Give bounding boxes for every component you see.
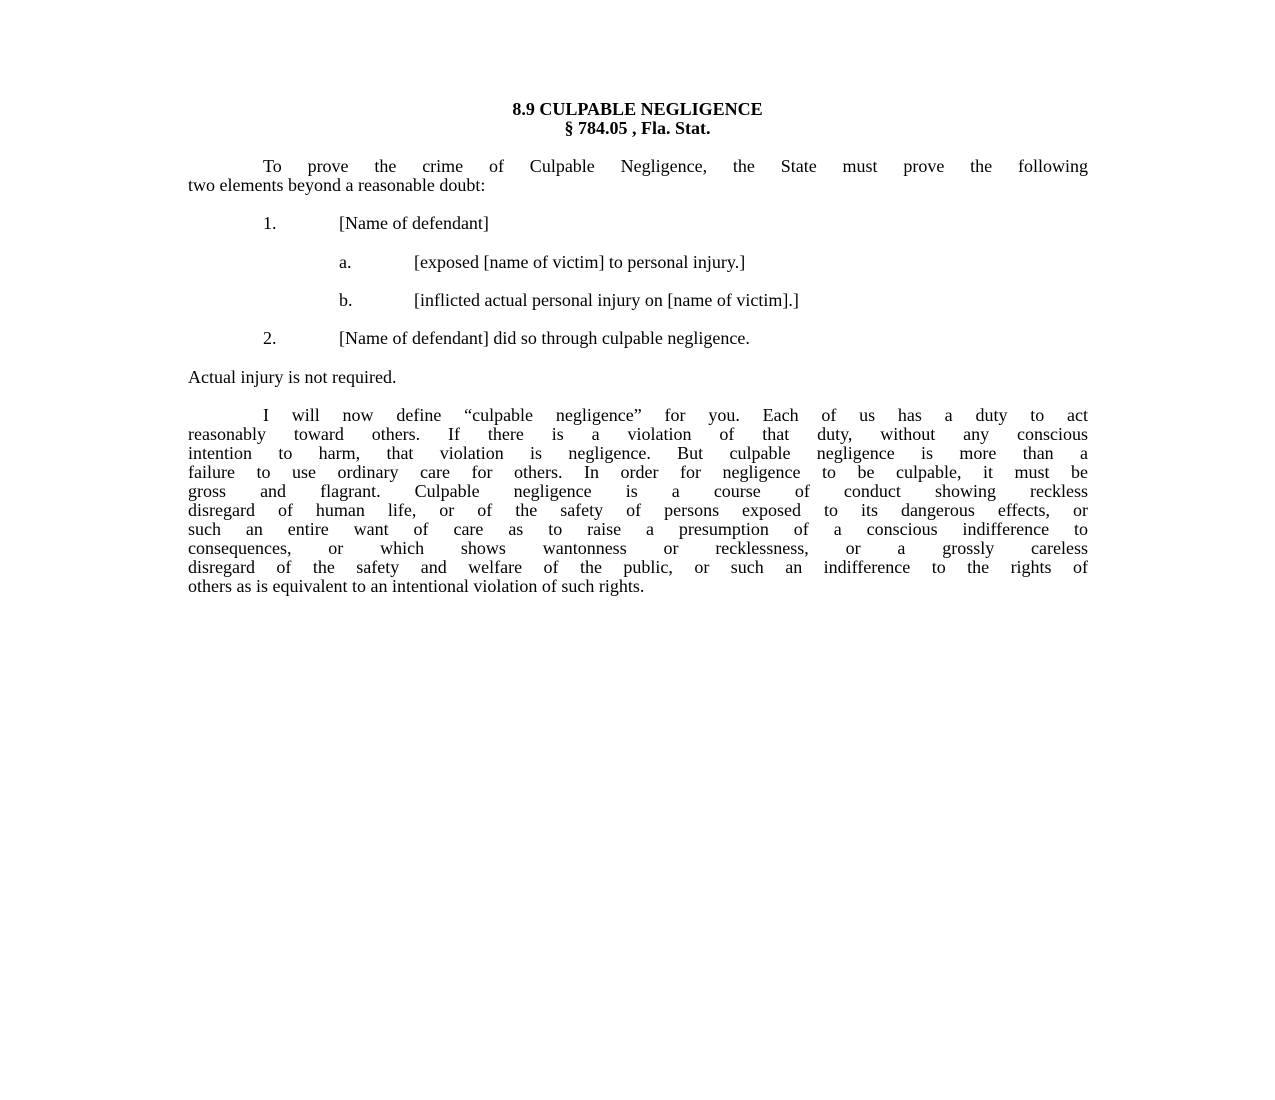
element-text: [inflicted actual personal injury on [name of victim].] [414,290,799,310]
definition-line: such an entire want of care as to raise a presumption of a conscious indifference to [188,519,1088,539]
definition-line: I will now define “culpable negligence” for you. Each of us has a duty to act [263,405,1088,425]
definition-line: failure to use ordinary care for others. In order for negligence to be culpable, it must be [188,462,1088,482]
definition-line: intention to harm, that violation is negligence. But culpable negligence is more than a [188,443,1088,463]
definition-line: gross and flagrant. Culpable negligence is a course of conduct showing reckless [188,481,1088,501]
definition-paragraph [188,406,1088,596]
element-text: [Name of defendant] [339,213,489,233]
statute-citation: § 784.05 , Fla. Stat. [564,118,711,138]
intro-paragraph [188,157,1088,195]
element-number: 2. [263,328,277,348]
intro-line: two elements beyond a reasonable doubt: [188,175,486,195]
intro-line: To prove the crime of Culpable Negligence, the State must prove the following [263,156,1088,176]
definition-line: consequences, or which shows wantonness or recklessness, or a grossly careless [188,538,1088,558]
note-text: Actual injury is not required. [188,367,397,387]
definition-line: disregard of the safety and welfare of the public, or such an indifference to the rights of [188,557,1088,577]
definition-line: reasonably toward others. If there is a violation of that duty, without any conscious [188,424,1088,444]
element-text: [Name of defendant] did so through culpable negligence. [339,328,750,348]
definition-line: others as is equivalent to an intentional violation of such rights. [188,576,645,596]
element-number: b. [339,290,353,310]
element-text: [exposed [name of victim] to personal injury.] [414,252,746,272]
document-title: 8.9 CULPABLE NEGLIGENCE [512,99,763,119]
element-number: 1. [263,213,277,233]
element-number: a. [339,252,352,272]
definition-line: disregard of human life, or of the safety of persons exposed to its dangerous effects, or [188,500,1088,520]
